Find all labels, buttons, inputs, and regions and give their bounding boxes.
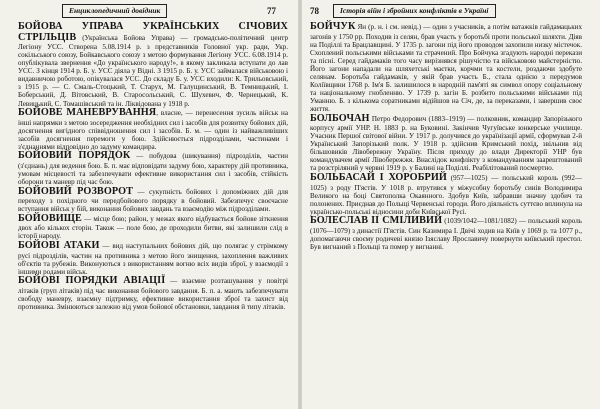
entry-text: (957—1025) — польський король (992—1025) з роду П'ястів. У 1018 р. втрутився у міжусобну боротьбу синів Володимира Великого на боці Святополка Окаянного. Здобув Київ, забравши значну здобич та полонених. Приєднав до Польщі Червенські городи. Його діяльність суттєво вплинула на українсько-польські відносини доби Київської Русі. xyxy=(310,173,582,216)
entry-text: — побудова (шикування) підрозділів, частин (з'єднань) для ведення бою. Б. п. має відповідати задуму бою, характеру дій противника, умовам місцевості та забезпечувати ефективне використання сил і засобів, стійкість оборони та маневр під час бою. xyxy=(18,152,288,187)
entry-boichuk xyxy=(310,22,582,113)
entry-headword: БОЙОВІ АТАКИ xyxy=(18,239,100,251)
entry-headword: БОЙЧУК xyxy=(310,21,356,32)
entry-boiova-uprava xyxy=(18,22,288,108)
entry-text: (Українська Бойова Управа) — громадсько-політичний центр Легіону УСС. Створена 5.08.1914 р. з представників Головної укр. ради, Укр. сокільського союзу, Бойкавського союзу з метою формування Легіону УСС. 6.08.1914 р. опублікувала звернення «До українського народу!», в якому закликала вступати до лав УСС. З кінця 1914 р. Б. у. УСС діяла у Відні. З 1915 р. Б. у. УСС займалася військовою і видавничою роботою, опікувалася УСС. До складу Б. у. УСС входили: К. Трильовський, з 1915 р. — С. Смаль-Стоцький, Т. Старух, М. Галущинський, В. Темницький, І. Боберський, Д. Вітовський, В. Старосольський, С. Шухевич, Ф. Чернецький, К. Левицький, С. Томашівський та ін. Ліквідована у 1918 р. xyxy=(18,33,289,108)
entry-headword: БОЛЕСЛАВ ІІ СМІЛИВИЙ xyxy=(310,215,443,227)
right-page xyxy=(300,0,600,409)
entry-headword: БОЛЬБАСАЙ І ХОРОБРИЙ xyxy=(310,171,447,183)
entry-boleslav-ii-smilyvyi xyxy=(310,216,582,251)
right-page-header xyxy=(310,4,584,18)
left-page-number: 77 xyxy=(267,6,276,16)
entry-text: — місце бою; район, у межах якого відбувається бойове зіткнення двох або кількох сторін. Також — поле бою, де проходили битви, які залишили слід в історії народу. xyxy=(18,214,288,241)
entry-headword: БОЛБОЧАН xyxy=(310,112,370,124)
entry-boiovyi-poriadok xyxy=(18,151,288,186)
entry-text: , власне, — перенесення зусиль військ на інші напрямки з метою зосередження необхідних сил і засобів для розвитку бойових дій, досягнення вигідного співвідношення сил і засобів. Б. м. — один із найважливіших засобів досягнення перемоги у бою. Здійснюється підрозділами, частинами і з'єднаннями відповідно до задуму командира. xyxy=(18,109,288,151)
entry-headword: БОЙОВИЩЕ xyxy=(18,212,82,224)
entry-text: (1039/1042—1081/1082) — польський король (1076—1079) з династії П'ястів. Син Казимира І. Двічі ходив на Київ у 1069 р. та 1077 р., допомагаючи своєму родичеві князю Ізяславу Ярославичу повернути київський престол. Був вигнаний з Польщі та помер у вигнанні. xyxy=(310,217,582,251)
entry-headword: БОЙОВЕ МАНЕВРУВАННЯ xyxy=(18,107,157,119)
entry-headword: БОЙОВИЙ ПОРЯДОК xyxy=(18,150,131,162)
entry-text: — сукупність бойових і допоміжних дій для переходу з похідного чи передбойового порядку в бойовий. Забезпечує своєчасне вступання військ у бій, виконання бойових завдань та взаємодію між підрозділами. xyxy=(18,187,289,214)
entry-boiovi-poriadky-aviatsii xyxy=(18,276,288,311)
left-page-body xyxy=(18,22,288,405)
left-page-header xyxy=(18,4,290,18)
entry-text: — взаємне розташування у повітрі літаків (груп літаків) під час виконання бойового завдання. Б. п. а. мають забезпечувати свободу маневру, взаємну підтримку, ефективне використання зброї та захист від противника. Змінюються залежно від умов бойової обстановки, завдання й типу літаків. xyxy=(18,277,288,311)
entry-headword: БОЙОВА УПРАВА УКРАЇНСЬКИХ СІЧОВИХ СТРІЛЬЦІВ xyxy=(18,21,288,43)
entry-text: Ян (р. н. і см. невід.) — один з учасників, а потім ватажків гайдамацьких загонів у 1750 рр. Походив із селян, брав участь у боротьбі проти польської шляхти. Діяв на Поділлі та Брацлавщині. У 1735 р. загони під його проводом захопили низку містечок. Схоплений польськими військами та страчений. Про Бойчука згадують народні перекази та пісні. Серед гайдамаків того часу вирізнявся рішучістю та військовою майстерністю. Його загони нападали на шляхетські маєтки, корчми та костели, роздаючи здобуте селянам. Боротьба гайдамаків, у якій брав участь Б., стала однією з передумов Коліївщини 1768 р. Ім'я Б. залишилося в народній пам'яті як символ опору соціальному та національному гнобленню. У 1739 р. загін Б. розбито польськими військами під Уманню. Б. з кількома соратниками відійшов на Січ, де, за переказами, і завершив своє життя. xyxy=(310,23,582,114)
right-page-body xyxy=(310,22,582,405)
entry-headword: БОЙОВИЙ РОЗВОРОТ xyxy=(18,185,134,197)
entry-boiove-manevruvannia xyxy=(18,108,288,151)
entry-bolbochan xyxy=(310,114,582,173)
entry-boleslav-i-khorobryi xyxy=(310,173,582,216)
right-running-title: Історія війн і збройних конфліктів в Україні xyxy=(333,4,496,18)
entry-boiovyshche xyxy=(18,214,288,241)
left-running-title: Енциклопедичний довідник xyxy=(62,4,167,18)
entry-text: Петро Федорович (1883–1919) — полковник, командир Запорізького корпусу армії УНР. Н. 1883 р. на Буковині. Закінчив Чугуївське юнкерське училище. Учасник Першої світової війни. У 1917 р. долучився до українізації армії, сформував 2-й Український Запорізький полк. У 1918 р. здійснив Кримський похід, звільнив від більшовиків Лівобережну Україну. Після приходу до влади Директорії УНР був командувачем армії Лівобережжя. Внаслідок конфлікту з командуванням заарештований та розстріляний у червні 1919 р. у Балині на Поділлі. Реабілітований посмертно. xyxy=(310,114,582,173)
entry-boiovyi-rozvorot xyxy=(18,187,288,214)
entry-headword: БОЙОВІ ПОРЯДКИ АВІАЦІЇ xyxy=(18,275,166,287)
right-page-number: 78 xyxy=(310,6,319,16)
entry-boiovi-ataky xyxy=(18,241,288,276)
entry-text: — вид наступальних бойових дій, що полягає у стрімкому русі підрозділів, частин на противника з метою його знищення, захоплення важливих об'єктів та рубежів. Виконуються з використанням вогню всіх видів зброї, у взаємодії з іншими родами військ. xyxy=(18,241,288,276)
